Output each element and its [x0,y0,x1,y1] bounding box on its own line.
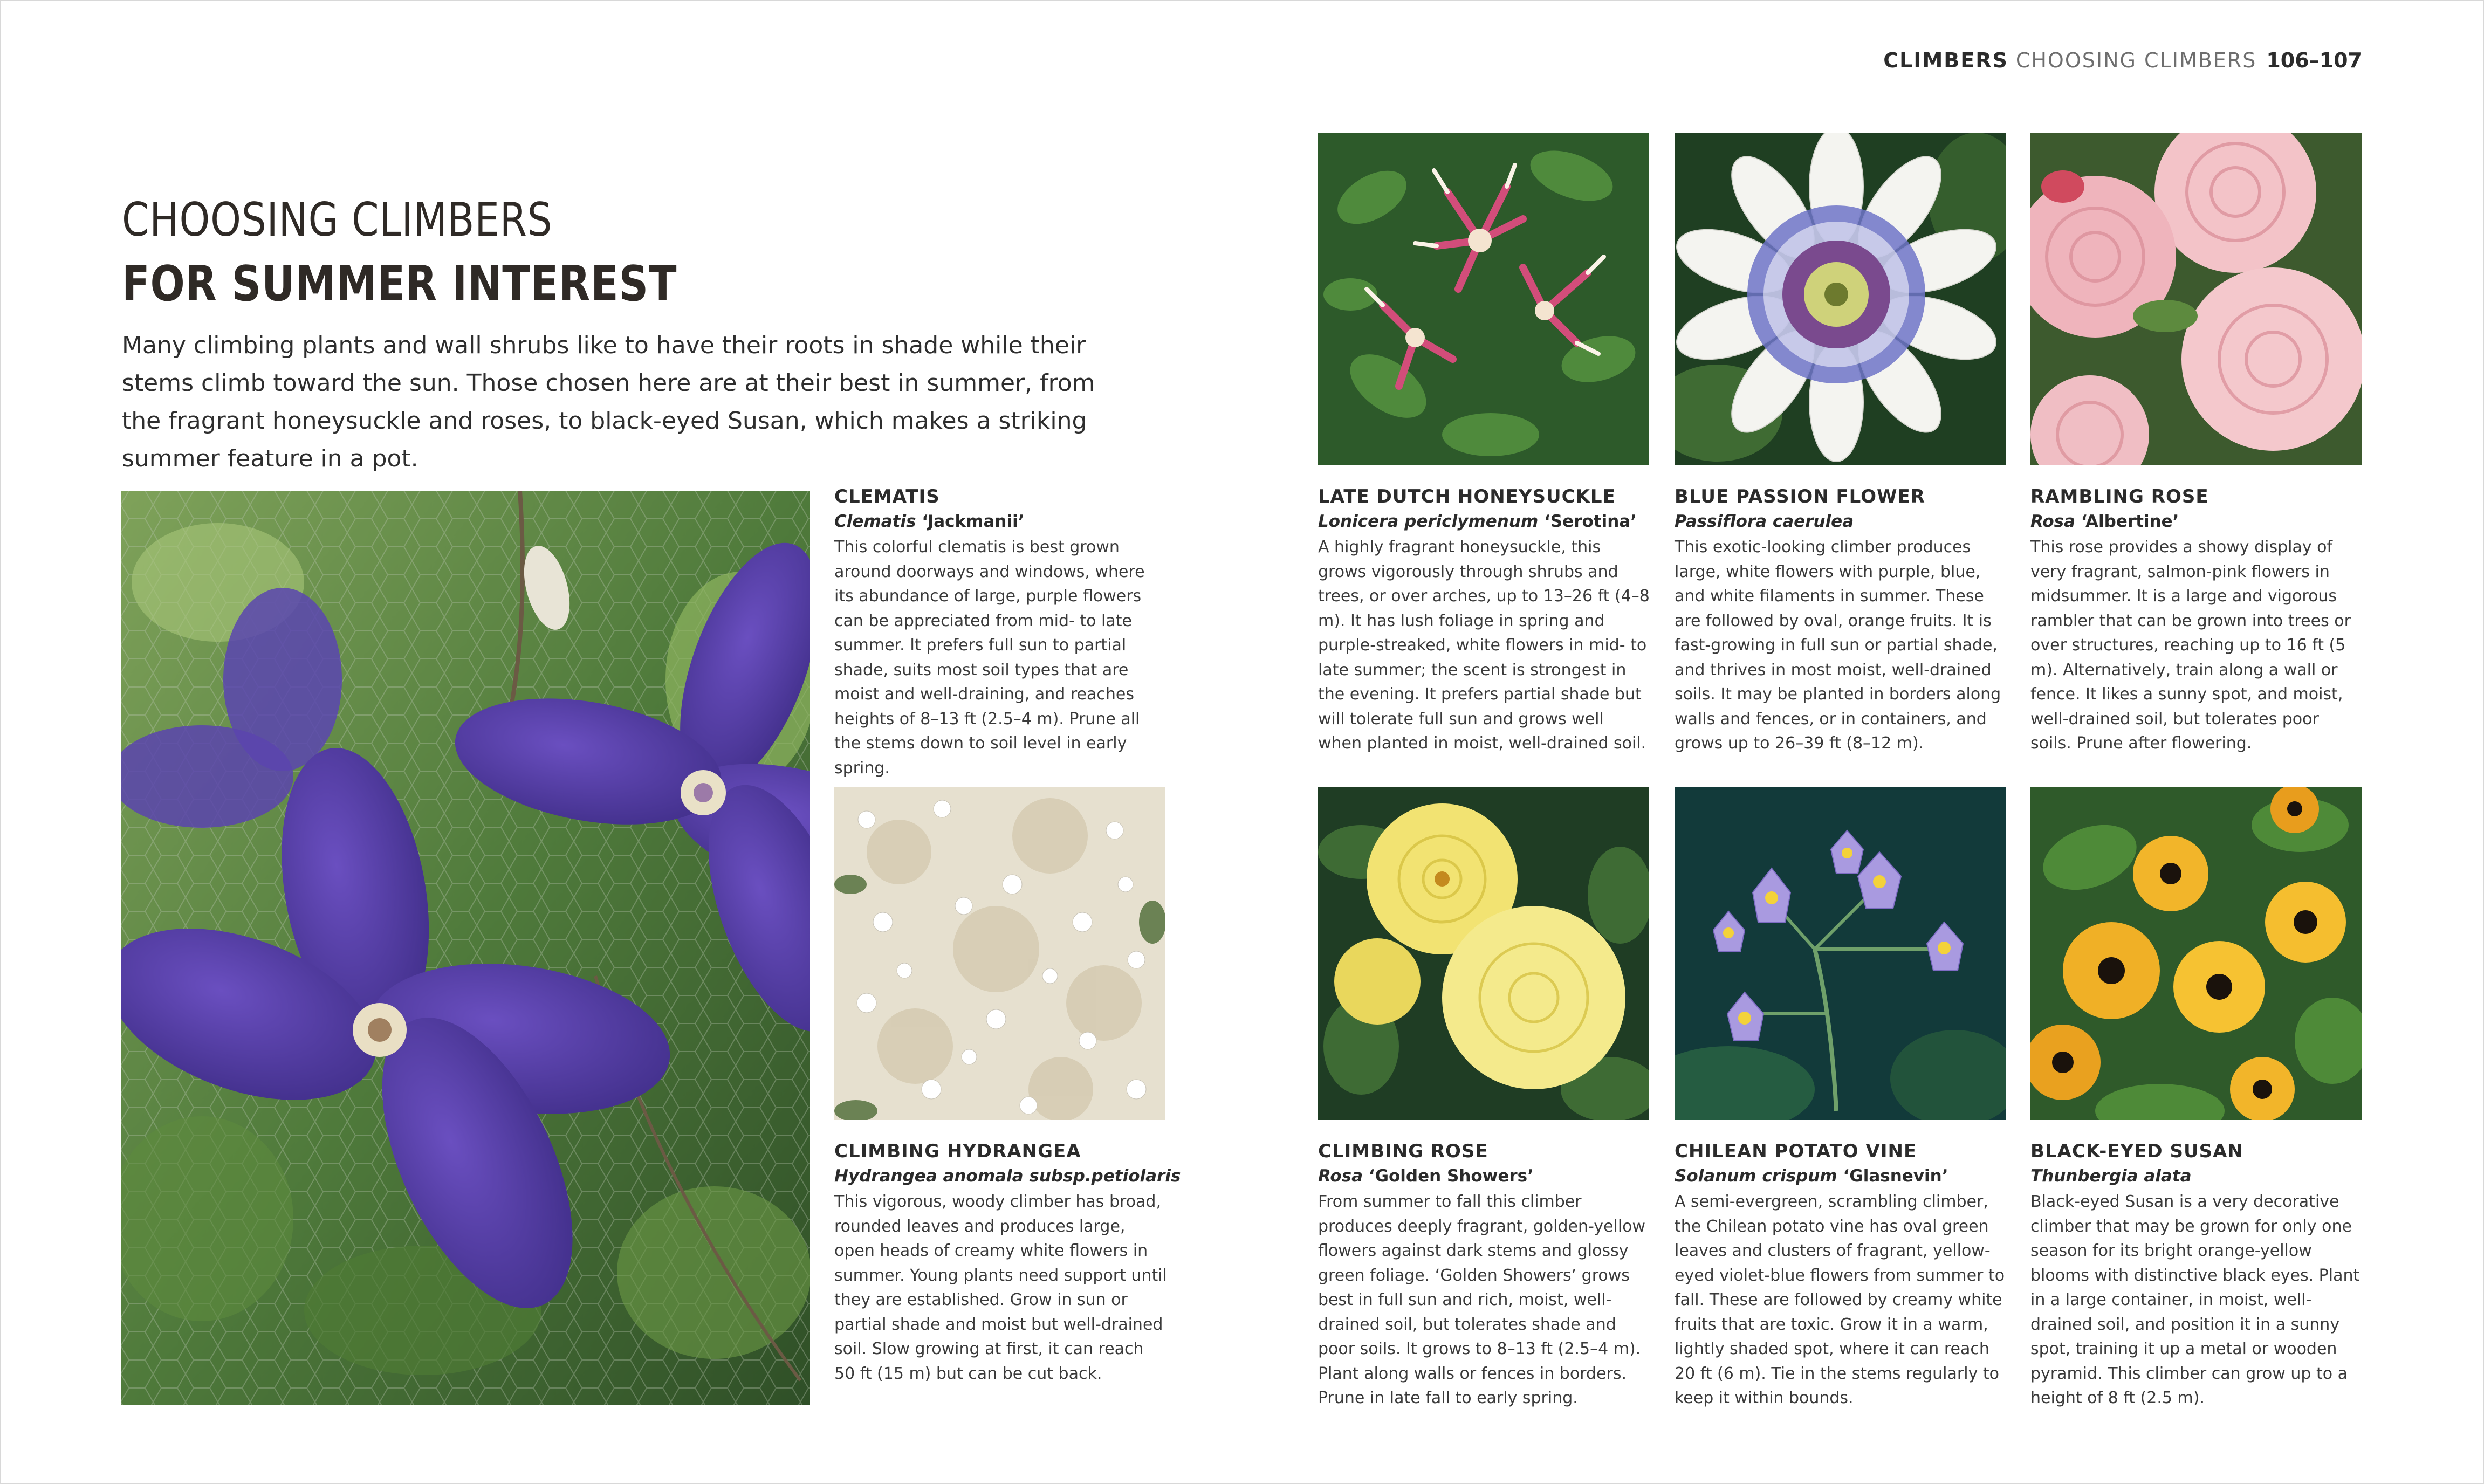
plant-common-name: CHILEAN POTATO VINE [1675,1141,1917,1162]
plant-common-name: CLIMBING ROSE [1318,1141,1488,1162]
plant-cultivar: ‘Golden Showers’ [1363,1166,1534,1186]
plant-cultivar: ‘Jackmanii’ [916,512,1025,531]
plant-description: This exotic-looking climber produces large, white flowers with purple, blue, and white filaments in summer. These are followed by oval, orange fruits. It is fast-growing in full sun or partial shade, and thrives in most moist, well-drained soils. It may be planted in borders along walls and fences, or in containers, and grows up to 26–39 ft (8–12 m). [1675,538,2001,753]
plant-entry-blue-passion-flower [1675,484,2009,756]
page-numbers: 106–107 [2266,49,2362,72]
plant-cultivar: ‘Serotina’ [1538,512,1637,531]
plant-description: From summer to fall this climber produces deeply fragrant, golden-yellow flowers against dark stems and glossy green foliage. ‘Golden Showers’ grows best in full sun and rich, moist, well-drained soil, but tolerates shade and poor soils. It grows to 8–13 ft (2.5–4 m). Plant along walls or fences in borders. Prune in late fall to early spring. [1318,1192,1646,1407]
plant-entry-climbing-rose [1318,1139,1652,1411]
plant-latin-name: Passiflora caerulea [1675,512,1854,531]
page-subtitle: FOR SUMMER INTEREST [122,256,677,312]
plant-description: This vigorous, woody climber has broad, rounded leaves and produces large, open heads of creamy white flowers in summer. Young plants need support until they are established. Grow in sun or partial shade and moist but well-drained soil. Slow growing at first, it can reach 50 ft (15 m) but can be cut back. [834,1192,1167,1383]
plant-common-name: BLACK-EYED SUSAN [2030,1141,2243,1162]
plant-latin-name: Hydrangea anomala [834,1166,1024,1186]
running-header-section: CLIMBERS [1883,49,2008,72]
plant-common-name: BLUE PASSION FLOWER [1675,486,1925,507]
plant-botanical-name [1675,509,2009,534]
plant-latin-name: Lonicera periclymenum [1318,512,1539,531]
plant-entry-chilean-potato-vine [1675,1139,2009,1411]
plant-common-name: CLIMBING HYDRANGEA [834,1141,1081,1162]
plant-entry-black-eyed-susan [2030,1139,2365,1411]
clematis-photo [121,491,810,1405]
plant-description: This colorful clematis is best grown around doorways and windows, where its abundance of large, purple flowers can be appreciated from mid- to late summer. It prefers full sun to partial shade, suits most soil types that are moist and well-draining, and reaches heights of 8–13 ft (2.5–4 m). Prune all the stems down to soil level in early spring. [834,538,1145,778]
plant-botanical-name [1675,1164,2009,1188]
plant-description: This rose provides a showy display of very fragrant, salmon-pink flowers in midsummer. It is a large and vigorous rambler that can be grown into trees or over structures, reaching up to 16 ft (5 m). Alternatively, train along a wall or fence. It likes a sunny spot, and moist, well-drained soil, but tolerates poor soils. Prune after flowering. [2030,538,2351,753]
plant-common-name: LATE DUTCH HONEYSUCKLE [1318,486,1616,507]
plant-latin-name: Clematis [834,512,916,531]
plant-latin-name: Solanum crispum [1675,1166,1837,1186]
plant-entry-clematis [834,484,1169,780]
plant-cultivar: ‘Glasnevin’ [1837,1166,1948,1186]
plant-latin-name: Rosa [2030,512,2075,531]
plant-latin-name: Rosa [1318,1166,1363,1186]
plant-latin-name: Thunbergia alata [2030,1166,2192,1186]
plant-botanical-name [1318,1164,1652,1188]
late-dutch-honeysuckle-photo [1318,133,1649,465]
running-header-topic: CHOOSING CLIMBERS [2015,49,2257,72]
plant-entry-climbing-hydrangea [834,1139,1181,1386]
plant-common-name: RAMBLING ROSE [2030,486,2209,507]
running-header [1883,45,2362,75]
plant-cultivar: ‘Albertine’ [2075,512,2179,531]
plant-botanical-name [834,509,1169,534]
plant-description: A highly fragrant honeysuckle, this grows vigorously through shrubs and trees, or over arches, up to 13–26 ft (4–8 m). It has lush foliage in spring and purple-streaked, white flowers in mid- to late summer; the scent is strongest in the evening. It prefers partial shade but will tolerate full sun and grows well when planted in moist, well-drained soil. [1318,538,1650,753]
plant-entry-late-dutch-honeysuckle [1318,484,1652,756]
plant-botanical-name [2030,509,2365,534]
chilean-potato-vine-photo [1675,787,2006,1120]
plant-botanical-name [1318,509,1652,534]
blue-passion-flower-photo [1675,133,2006,465]
plant-description: Black-eyed Susan is a very decorative climber that may be grown for only one season for its bright orange-yellow blooms with distinctive black eyes. Plant in a large container, in moist, well-drained soil, and position it in a sunny spot, training it up a metal or wooden pyramid. This climber can grow up to a height of 8 ft (2.5 m). [2030,1192,2360,1407]
plant-cultivar: subsp.petiolaris [1023,1166,1181,1186]
plant-botanical-name [2030,1164,2365,1188]
plant-botanical-name [834,1164,1181,1188]
intro-paragraph: Many climbing plants and wall shrubs like to have their roots in shade while their stems climb toward the sun. Those chosen here are at their best in summer, from the fragrant honeysuckle and roses, to black-eyed Susan, which makes a striking summer feature in a pot. [122,332,1095,472]
page-title: CHOOSING CLIMBERS [122,193,553,247]
climbing-hydrangea-photo [834,787,1165,1120]
plant-description: A semi-evergreen, scrambling climber, the Chilean potato vine has oval green leaves and clusters of fragrant, yellow-eyed violet-blue flowers from summer to fall. These are followed by creamy white fruits that are toxic. Grow it in a warm, lightly shaded spot, where it can reach 20 ft (6 m). Tie in the stems regularly to keep it within bounds. [1675,1192,2005,1407]
climbing-rose-photo [1318,787,1649,1120]
rambling-rose-photo [2030,133,2362,465]
black-eyed-susan-photo [2030,787,2362,1120]
plant-common-name: CLEMATIS [834,486,940,507]
plant-entry-rambling-rose [2030,484,2365,756]
